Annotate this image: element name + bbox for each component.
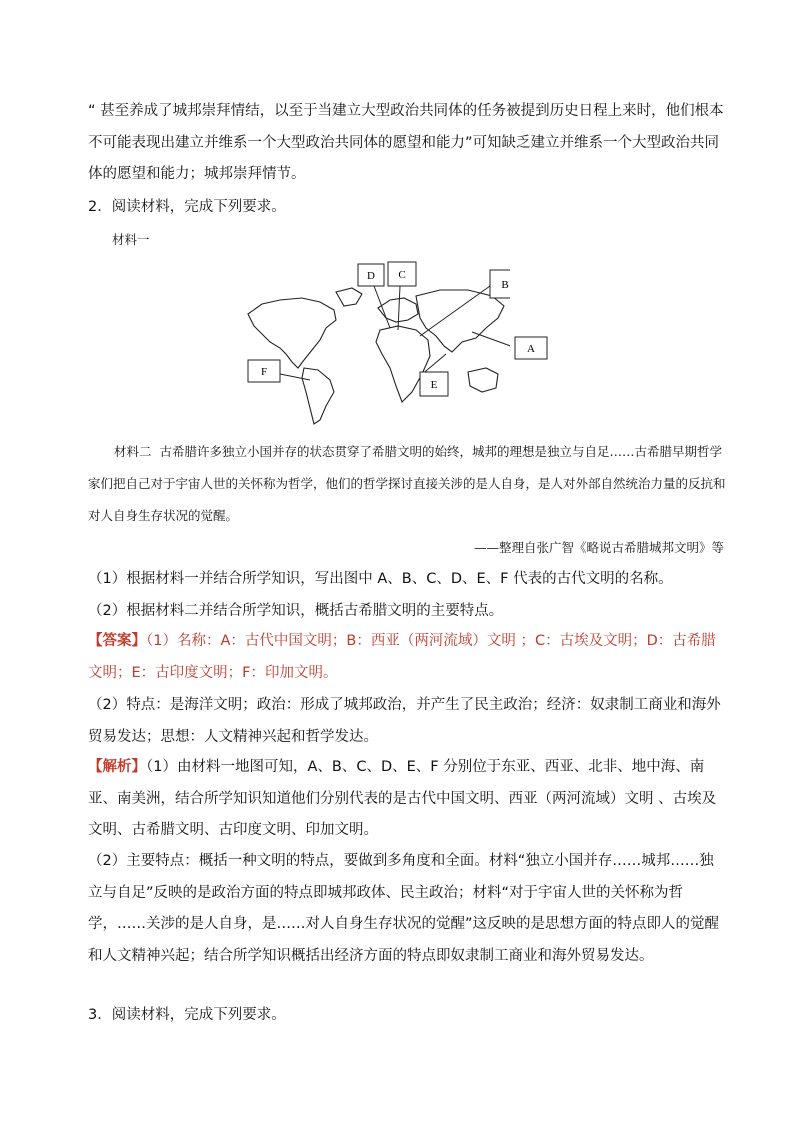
label-box-f [248, 360, 280, 382]
map-label-f: F [260, 366, 268, 378]
greenland-landmass [336, 288, 362, 306]
label-box-b [490, 270, 510, 298]
material-2-label: 材料二 [114, 444, 152, 459]
map-label-e: E [430, 379, 438, 391]
answer-1-text: （1）名称：A：古代中国文明；B：西亚（两河流域）文明 ；C：古埃及文明；D：古希腊文明；E：古印度文明；F：印加文明。 [88, 633, 716, 681]
sub-question-1: （1）根据材料一并结合所学知识，写出图中 A、B、C、D、E、F 代表的古代文明的名称。 [88, 571, 673, 587]
north-america-landmass [248, 298, 336, 368]
question-prompt: 阅读材料，完成下列要求。 [111, 199, 286, 215]
answer-2: （2）特点：是海洋文明；政治：形成了城邦政治，并产生了民主政治；经济：奴隶制工商业和海外贸易发达；思想：人文精神兴起和哲学发达。 [88, 697, 721, 745]
europe-landmass [378, 298, 418, 322]
asia-landmass [416, 290, 504, 352]
map-label-a: A [527, 343, 535, 355]
map-label-b: B [501, 279, 509, 291]
material-source: ——整理自张广智《略说古希腊城邦文明》等 [473, 540, 724, 555]
question-3-prompt: 阅读材料，完成下列要求。 [111, 1007, 286, 1023]
analysis-1 [88, 752, 728, 847]
label-box-e [420, 372, 448, 396]
sub-question-2: （2）根据材料二并结合所学知识，概括古希腊文明的主要特点。 [88, 603, 504, 619]
question-number: 2． [88, 199, 112, 215]
analysis-1-text: （1）由材料一地图可知，A、B、C、D、E、F 分别位于东亚、西亚、北非、地中海、南亚、南美洲，结合所学知识知道他们分别代表的是古代中国文明、西亚（两河流域）文明 、古埃及文明、古希腊文明、古印度文明、印加文明。 [88, 759, 717, 838]
analysis-2: （2）主要特点：概括一种文明的特点，要做到多角度和全面。材料“独立小国并存……城邦……独立与自足”反映的是政治方面的特点即城邦政体、民主政治；材料“对于宇宙人世的关怀称为哲学，……关涉的是人自身，是……对人自身生存状况的觉醒”这反映的是思想方面的特点即人的觉醒和人文精神兴起；结合所学知识概括出经济方面的特点即奴隶制工商业和海外贸易发达。 [88, 853, 720, 964]
label-box-d [358, 264, 384, 286]
label-box-a [514, 336, 550, 362]
answer-tag: 【答案】 [88, 633, 146, 649]
answer-1 [88, 626, 728, 689]
label-box-c [388, 262, 416, 286]
australia-landmass [468, 368, 498, 392]
material-2-body: 古希腊许多独立小国并存的状态贯穿了希腊文明的始终，城邦的理想是独立与自足……古希腊早期哲学家们把自己对于宇宙人世的关怀称为哲学，他们的哲学探讨直接关涉的是人自身，是人对外部自然统治力量的反抗和对人自身生存状况的觉醒。 [88, 444, 726, 523]
world-map [240, 256, 510, 426]
map-label-c: C [398, 269, 406, 281]
material-1-label: 材料一 [112, 232, 150, 247]
question-2-heading [88, 192, 728, 224]
south-america-landmass [302, 368, 334, 424]
question-3-heading [88, 1000, 728, 1032]
analysis-tag: 【解析】 [88, 759, 146, 775]
map-label-d: D [367, 270, 375, 282]
question-3-number: 3． [88, 1007, 112, 1023]
intro-paragraph: “ 甚至养成了城邦崇拜情结，以至于当建立大型政治共同体的任务被提到历史日程上来时，他们根本不可能表现出建立并维系一个大型政治共同体的愿望和能力”可知缺乏建立并维系一个大型政治共同体的愿望和能力；城邦崇拜情节。 [88, 103, 724, 182]
material-2-text [88, 436, 728, 532]
